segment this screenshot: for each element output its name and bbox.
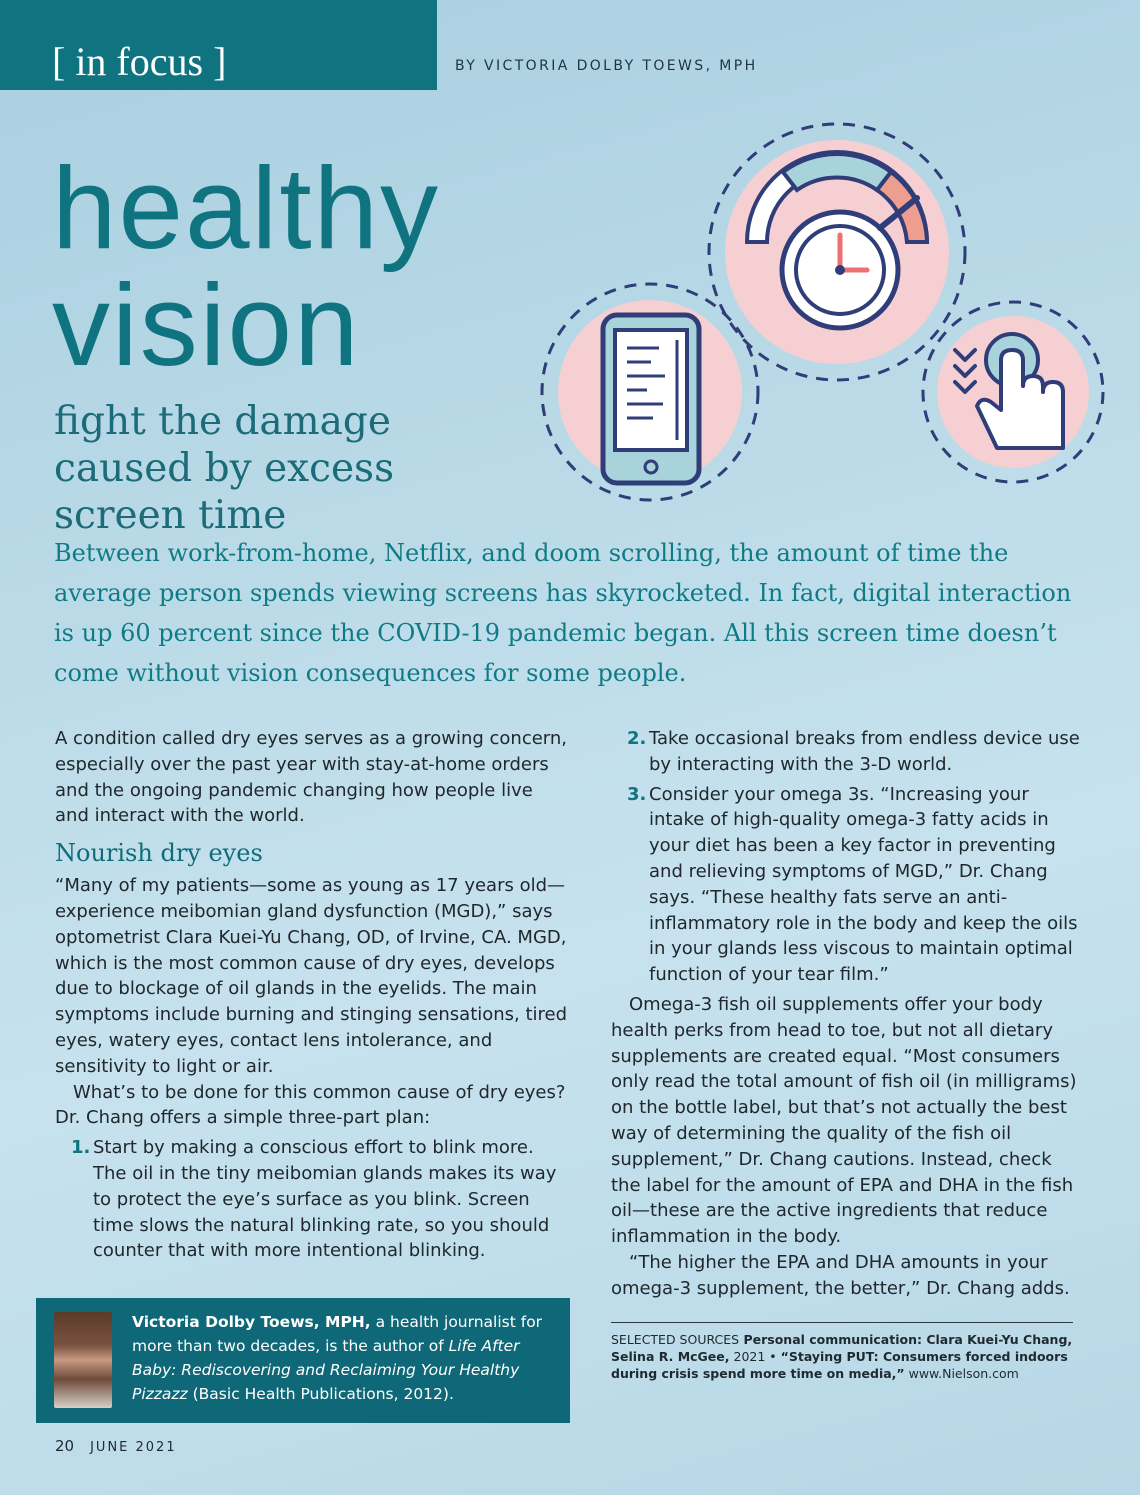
source-citation: “Staying PUT: Consumers forced indoors during crisis spend more time on media,” xyxy=(611,1349,1068,1381)
bio-text-part: (Basic Health Publications, 2012). xyxy=(187,1385,454,1403)
bio-text-part: a health journalist for more than two decades, is the author of xyxy=(132,1313,543,1355)
author-bio-text xyxy=(132,1310,552,1406)
author-name: Victoria Dolby Toews, MPH, xyxy=(132,1313,371,1331)
byline: BY VICTORIA DOLBY TOEWS, MPH xyxy=(455,58,758,74)
section-tag: [ in focus ] xyxy=(52,39,227,84)
source-year: 2021 • xyxy=(729,1349,781,1364)
list-item xyxy=(611,726,1081,778)
article-title xyxy=(52,143,441,390)
body-column-left xyxy=(55,726,570,1268)
speedometer-clock-icon xyxy=(709,124,965,380)
list-number: 2. xyxy=(627,728,647,749)
smartphone-icon xyxy=(542,284,758,500)
list-number: 3. xyxy=(627,783,647,805)
list-item xyxy=(55,1135,570,1264)
selected-sources xyxy=(611,1322,1073,1382)
body-paragraph: “The higher the EPA and DHA amounts in your omega-3 supplement, the better,” Dr. Chang adds. xyxy=(611,1251,1070,1299)
author-photo xyxy=(54,1312,112,1408)
article-subtitle: fight the damage caused by excess screen time xyxy=(54,399,395,538)
sources-label: SELECTED SOURCES xyxy=(611,1332,740,1347)
source-site: www.Nielson.com xyxy=(904,1366,1019,1381)
source-citation: Personal communication: Clara Kuei-Yu Chang, Selina R. McGee, xyxy=(611,1332,1073,1364)
body-paragraph: What’s to be done for this common cause of dry eyes? Dr. Chang offers a simple three-part plan: xyxy=(55,1081,566,1129)
list-item-text: Start by making a conscious effort to blink more. The oil in the tiny meibomian glands makes its way to protect the eye’s surface as you blink. Screen time slows the natural blinking rate, so you should counter that with more intentional blinking. xyxy=(93,1137,557,1262)
book-title: Life After Baby: Rediscovering and Reclaiming Your Healthy Pizzazz xyxy=(132,1337,520,1403)
plan-list xyxy=(55,1135,570,1264)
list-item xyxy=(611,782,1081,988)
title-line-1: healthy xyxy=(52,143,441,273)
body-paragraph: Omega-3 fish oil supplements offer your body health perks from head to toe, but not all dietary supplements are created equal. “Most consumers only read the total amount of fish oil (in milligrams) on the bottle label, but that’s not actually the best way of determining the quality of the fish oil supplement,” Dr. Chang cautions. Instead, check the label for the amount of EPA and DHA in the fish oil—these are the active ingredients that reduce inflammation in the body. xyxy=(611,993,1077,1248)
hand-tap-icon xyxy=(923,302,1103,482)
section-tag-band xyxy=(0,0,437,90)
author-bio-box xyxy=(36,1298,570,1423)
list-item-text: Take occasional breaks from endless device use by interacting with the 3-D world. xyxy=(649,728,1080,775)
section-heading: Nourish dry eyes xyxy=(55,839,263,868)
intro-paragraph: A condition called dry eyes serves as a growing concern, especially over the past year with stay-at-home orders and the ongoing pandemic changing how people live and interact with the world. xyxy=(55,728,568,827)
plan-list-continued xyxy=(611,726,1081,988)
lead-paragraph: Between work-from-home, Netflix, and doom scrolling, the amount of time the average person spends viewing screens has skyrocketed. In fact, digital interaction is up 60 percent since the COVID-19 pandemic began. All this screen time doesn’t come without vision consequences for some people. xyxy=(54,539,1072,687)
page-number: 20 xyxy=(55,1437,75,1455)
page-folio xyxy=(55,1437,177,1455)
body-column-right xyxy=(611,726,1081,1302)
issue-date: JUNE 2021 xyxy=(90,1440,177,1455)
list-number: 1. xyxy=(71,1137,91,1159)
title-line-2: vision xyxy=(52,260,361,390)
illustration xyxy=(535,110,1115,510)
body-paragraph: “Many of my patients—some as young as 17 years old—experience meibomian gland dysfunction (MGD),” says optometrist Clara Kuei-Yu Chang, OD, of Irvine, CA. MGD, which is the most common cause of dry eyes, develops due to blockage of oil glands in the eyelids. The main symptoms include burning and stinging sensations, tired eyes, watery eyes, contact lens intolerance, and sensitivity to light or air. xyxy=(55,875,568,1077)
list-item-text: Consider your omega 3s. “Increasing your intake of high-quality omega-3 fatty acids in your diet has been a key factor in preventing and relieving symptoms of MGD,” Dr. Chang says. “These healthy fats serve an anti-inflammatory role in the body and keep the oils in your glands less viscous to maintain optimal function of your tear film.” xyxy=(649,783,1078,986)
